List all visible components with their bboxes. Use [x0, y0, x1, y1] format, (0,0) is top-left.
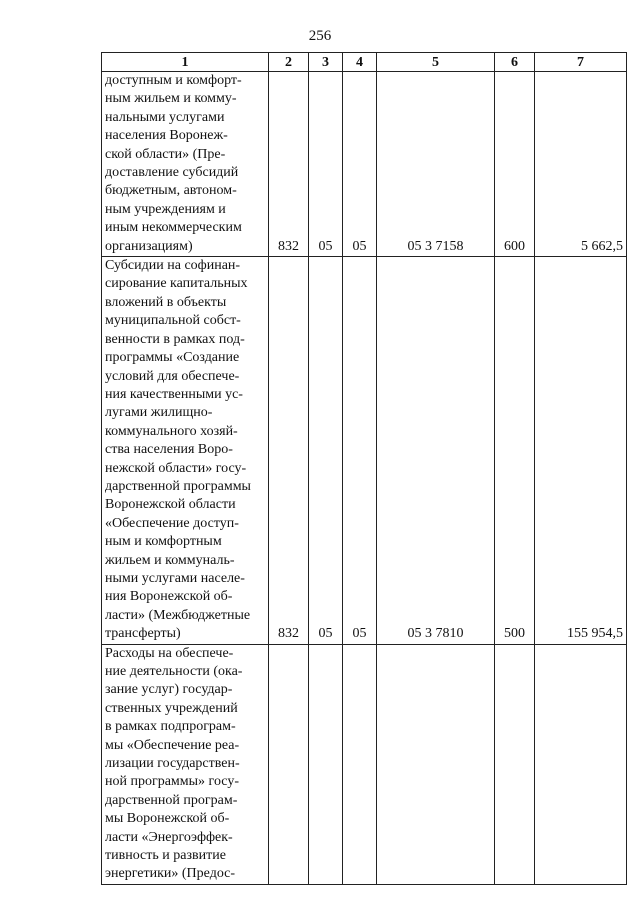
row-amount: 5 662,5	[535, 72, 627, 257]
row-description: Субсидии на софинан- сирование капитальных вложений в объекты муниципальной собст- венности в рамках под- программы «Создание условий для обеспече- ния качественными ус- лугами жилищно- коммунального хозяй- ства населения Воро- нежской области» госу- дарственной программы Воронежской области «Обеспечение доступ- ным и комфортным жильем и коммуналь- ными услугами населе- ния Воронежской об- ласти» (Межбюджетные трансферты)	[102, 257, 269, 645]
column-header-1: 1	[102, 53, 269, 72]
column-header-6: 6	[495, 53, 535, 72]
row-subsection-code: 05	[343, 257, 377, 645]
row-section-code: 05	[309, 257, 343, 645]
header-row	[102, 53, 627, 72]
table-row	[102, 644, 627, 884]
table-row	[102, 257, 627, 645]
page-number: 256	[308, 28, 332, 44]
row-subsection-code: 05	[343, 72, 377, 257]
row-subsection-code	[343, 644, 377, 884]
table-row	[102, 72, 627, 257]
row-amount	[535, 644, 627, 884]
column-header-2: 2	[269, 53, 309, 72]
row-amount: 155 954,5	[535, 257, 627, 645]
column-header-4: 4	[343, 53, 377, 72]
row-expense-type-code	[495, 644, 535, 884]
row-section-code: 05	[309, 72, 343, 257]
row-expense-type-code: 500	[495, 257, 535, 645]
row-description: доступным и комфорт- ным жильем и комму- нальными услугами населения Воронеж- ской области» (Пре- доставление субсидий бюджетным, автоном- ным учреждениям и иным некоммерческим организациям)	[102, 72, 269, 257]
budget-table	[101, 52, 627, 885]
row-section-code	[309, 644, 343, 884]
row-description: Расходы на обеспече- ние деятельности (ока- зание услуг) государ- ственных учреждений в рамках подпрограм- мы «Обеспечение реа- лизации государствен- ной программы» госу- дарственной програм- мы Воронежской об- ласти «Энергоэффек- тивность и развитие энергетики» (Предос-	[102, 644, 269, 884]
row-target-item-code: 05 3 7158	[377, 72, 495, 257]
column-header-5: 5	[377, 53, 495, 72]
column-header-7: 7	[535, 53, 627, 72]
row-expense-type-code: 600	[495, 72, 535, 257]
row-ministry-code: 832	[269, 257, 309, 645]
column-header-3: 3	[309, 53, 343, 72]
row-ministry-code	[269, 644, 309, 884]
row-target-item-code: 05 3 7810	[377, 257, 495, 645]
row-ministry-code: 832	[269, 72, 309, 257]
row-target-item-code	[377, 644, 495, 884]
